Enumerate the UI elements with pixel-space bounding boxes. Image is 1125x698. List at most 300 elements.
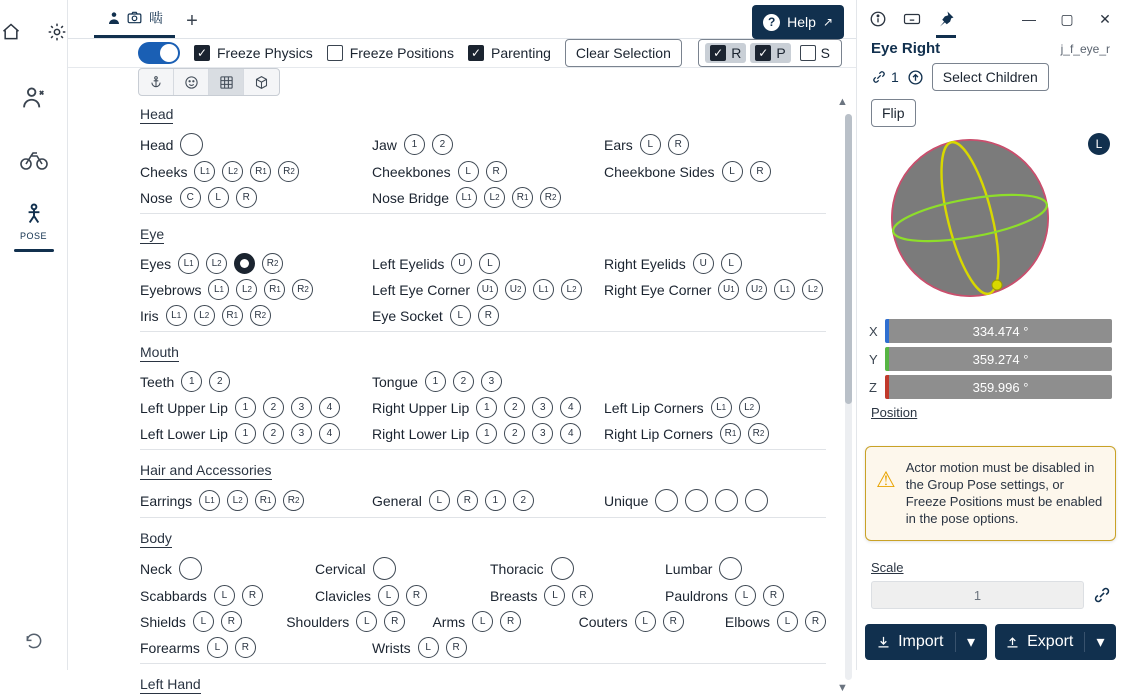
bone-group-right-eye-corner: [604, 279, 823, 300]
rotation-label: R: [731, 45, 742, 61]
bone-pill-arms-r[interactable]: R: [500, 611, 521, 632]
bone-pill-right-upper-lip-2[interactable]: 2: [504, 397, 525, 418]
freeze-positions-box: [327, 45, 343, 61]
bone-pill-left-upper-lip-3[interactable]: 3: [291, 397, 312, 418]
bone-pill-iris-r1[interactable]: R 1: [222, 305, 243, 326]
cube-icon[interactable]: [244, 69, 279, 95]
tab-strip: [68, 0, 856, 39]
scroll-up-arrow[interactable]: ▲: [837, 96, 848, 108]
bone-group-label: Pauldrons: [665, 587, 729, 604]
bone-pill-left-lower-lip-3[interactable]: 3: [291, 423, 312, 444]
axis-value-y[interactable]: 359.274 °: [885, 347, 1112, 371]
export-label: Export: [1027, 633, 1074, 650]
bone-group-label: Shields: [140, 613, 186, 630]
rotation-gizmo[interactable]: [857, 127, 1124, 317]
freeze-positions-checkbox[interactable]: [327, 45, 454, 61]
axis-value-x[interactable]: 334.474 °: [885, 319, 1112, 343]
options-bar: [68, 39, 856, 68]
bone-pill-clavicles-r[interactable]: R: [406, 585, 427, 606]
window-bar: [857, 0, 1124, 38]
bone-pill-nose-c[interactable]: C: [180, 187, 201, 208]
bone-group-cheekbone-sides: [604, 161, 771, 182]
flip-button[interactable]: Flip: [871, 99, 916, 127]
bone-group-unique: [604, 489, 768, 512]
bone-pill-shields-l[interactable]: L: [193, 611, 214, 632]
import-button[interactable]: [865, 624, 987, 660]
bone-pill-ears-r[interactable]: R: [668, 134, 689, 155]
import-main[interactable]: [865, 633, 955, 651]
clear-selection-button[interactable]: Clear Selection: [565, 39, 682, 67]
bone-pill-forearms-r[interactable]: R: [235, 637, 256, 658]
bone-group-shoulders: [286, 611, 432, 632]
side-badge: L: [1088, 133, 1110, 155]
bone-pill-right-lip-corners-r2[interactable]: R 2: [748, 423, 769, 444]
bone-group-left-upper-lip: [140, 397, 372, 418]
bone-pill-couters-r[interactable]: R: [663, 611, 684, 632]
import-label: Import: [898, 633, 944, 650]
section-mouth: [68, 334, 856, 450]
bone-pill-left-upper-lip-4[interactable]: 4: [319, 397, 340, 418]
bone-row: [140, 423, 826, 444]
bone-pill-cheeks-l1[interactable]: L 1: [194, 161, 215, 182]
info-icon[interactable]: [861, 4, 895, 34]
scale-section-label: Scale: [871, 560, 904, 575]
bone-pill-shields-r[interactable]: R: [221, 611, 242, 632]
bone-pill-cheeks-r2[interactable]: R 2: [278, 161, 299, 182]
bone-pill-right-upper-lip-1[interactable]: 1: [476, 397, 497, 418]
bone-group-clavicles: [315, 585, 490, 606]
bone-group-label: Scabbards: [140, 587, 207, 604]
bone-pill-right-lower-lip-1[interactable]: 1: [476, 423, 497, 444]
bone-row: [140, 585, 826, 606]
bone-group-label: Cheekbones: [372, 163, 451, 180]
bone-pill-eyes-r1[interactable]: [234, 253, 255, 274]
bone-pill-wrists-r[interactable]: R: [446, 637, 467, 658]
bone-pill-right-eyelids-l[interactable]: L: [721, 253, 742, 274]
maximize-button[interactable]: ▢: [1060, 10, 1074, 27]
bone-row: [140, 489, 826, 512]
bone-pill-cheekbones-r[interactable]: R: [486, 161, 507, 182]
bone-pill-jaw-1[interactable]: 1: [404, 134, 425, 155]
gizmo-sphere[interactable]: [891, 139, 1049, 297]
bone-group-pauldrons: [665, 585, 784, 606]
bone-pill-breasts-r[interactable]: R: [572, 585, 593, 606]
bone-pill-nose-bridge-l2[interactable]: L 2: [484, 187, 505, 208]
bone-pill-thoracic-1[interactable]: [551, 557, 574, 580]
bone-group-label: Right Lip Corners: [604, 425, 713, 442]
bone-pill-nose-bridge-l1[interactable]: L 1: [456, 187, 477, 208]
bone-pill-eyebrows-l1[interactable]: L 1: [208, 279, 229, 300]
bone-row: [140, 133, 826, 156]
bone-group-label: Thoracic: [490, 560, 544, 577]
bone-pill-right-lip-corners-r1[interactable]: R 1: [720, 423, 741, 444]
bone-pill-iris-l2[interactable]: L 2: [194, 305, 215, 326]
bone-pill-teeth-1[interactable]: 1: [181, 371, 202, 392]
properties-panel: [856, 0, 1124, 670]
bone-row: [140, 253, 826, 274]
view-mode-group: [138, 68, 280, 96]
bone-group-label: Right Eyelids: [604, 255, 686, 272]
selected-bone-id: j_f_eye_r: [1060, 42, 1110, 56]
bone-pill-pauldrons-r[interactable]: R: [763, 585, 784, 606]
bone-group-label: Shoulders: [286, 613, 350, 630]
bone-pill-eyes-r2[interactable]: R 2: [262, 253, 283, 274]
bone-pill-nose-l[interactable]: L: [208, 187, 229, 208]
bone-pill-nose-bridge-r2[interactable]: R 2: [540, 187, 561, 208]
bone-pill-shoulders-l[interactable]: L: [356, 611, 377, 632]
section-title: Mouth: [140, 344, 179, 360]
section-divider: [140, 663, 826, 664]
bone-group-wrists: [372, 637, 467, 658]
parenting-box: [468, 45, 484, 61]
bone-group-elbows: [725, 611, 826, 632]
export-main[interactable]: [995, 633, 1085, 651]
rotation-axes: [857, 317, 1124, 401]
grid-icon[interactable]: [209, 69, 244, 95]
bone-group-label: Cervical: [315, 560, 366, 577]
bone-group-neck: [140, 557, 315, 580]
face-icon[interactable]: [174, 69, 209, 95]
bone-group-label: Elbows: [724, 613, 771, 630]
section-divider: [140, 213, 826, 214]
bone-group-breasts: [490, 585, 665, 606]
bone-pill-right-lower-lip-3[interactable]: 3: [532, 423, 553, 444]
bone-pill-eyebrows-l2[interactable]: L 2: [236, 279, 257, 300]
bone-group-label: Cheekbone Sides: [604, 163, 715, 180]
bone-pill-iris-l1[interactable]: L 1: [166, 305, 187, 326]
bone-pill-neck-1[interactable]: [179, 557, 202, 580]
bone-pill-left-lower-lip-4[interactable]: 4: [319, 423, 340, 444]
bone-pill-left-lower-lip-2[interactable]: 2: [263, 423, 284, 444]
bone-pill-lumbar-1[interactable]: [719, 557, 742, 580]
bone-group-left-lower-lip: [140, 423, 372, 444]
bone-pill-cheeks-l2[interactable]: L 2: [222, 161, 243, 182]
bone-group-cervical: [315, 557, 490, 580]
bone-group-cheeks: [140, 161, 372, 182]
scale-input[interactable]: 1: [871, 581, 1084, 609]
bone-pill-right-eye-corner-u2[interactable]: U 2: [746, 279, 767, 300]
section-title: Eye: [140, 226, 165, 242]
bone-group-left-lip-corners: [604, 397, 760, 418]
bone-pill-cheekbone-sides-l[interactable]: L: [722, 161, 743, 182]
bone-pill-left-eyelids-u[interactable]: U: [451, 253, 472, 274]
select-parent-icon[interactable]: [907, 69, 924, 86]
axis-letter-x: X: [869, 323, 878, 339]
freeze-physics-box: [194, 45, 210, 61]
bone-group-arms: [432, 611, 578, 632]
bone-pill-general-2[interactable]: 2: [513, 490, 534, 511]
section-divider: [140, 331, 826, 332]
bone-pill-unique-4[interactable]: [745, 489, 768, 512]
bone-pill-eyes-l1[interactable]: L 1: [178, 253, 199, 274]
bone-group-label: Clavicles: [315, 587, 372, 604]
scale-row: [871, 581, 1112, 609]
bone-group-lumbar: [665, 557, 742, 580]
import-caret-icon[interactable]: ▾: [955, 632, 987, 652]
bone-group-ears: [604, 134, 689, 155]
freeze-physics-label: Freeze Physics: [217, 45, 313, 61]
home-icon[interactable]: [0, 12, 31, 52]
selection-actions: [857, 57, 1124, 91]
freeze-positions-label: Freeze Positions: [349, 45, 454, 61]
bone-pill-wrists-l[interactable]: L: [418, 637, 439, 658]
axis-row-y: [857, 345, 1124, 373]
bone-group-head: [140, 133, 372, 156]
undo-history-icon[interactable]: [24, 632, 44, 652]
section-left-hand: [68, 666, 856, 698]
bone-pill-right-upper-lip-4[interactable]: 4: [560, 397, 581, 418]
parenting-checkbox[interactable]: [468, 45, 551, 61]
rotation-box: [710, 45, 726, 61]
bone-group-label: Forearms: [140, 639, 200, 656]
bone-pill-earrings-l2[interactable]: L 2: [227, 490, 248, 511]
section-eye: [68, 216, 856, 332]
bone-group-eyes: [140, 253, 372, 274]
bone-pill-left-lower-lip-1[interactable]: 1: [235, 423, 256, 444]
section-body: [68, 520, 856, 664]
bone-pill-breasts-l[interactable]: L: [544, 585, 565, 606]
bone-pill-tongue-2[interactable]: 2: [453, 371, 474, 392]
section-title: Body: [140, 530, 172, 546]
bone-pill-pauldrons-l[interactable]: L: [735, 585, 756, 606]
axis-row-z: [857, 373, 1124, 401]
position-label: P: [776, 45, 786, 61]
bone-pill-ears-l[interactable]: L: [640, 134, 661, 155]
axis-letter-y: Y: [869, 351, 878, 367]
bone-group-label: Earrings: [140, 492, 193, 509]
bone-pill-general-l[interactable]: L: [429, 490, 450, 511]
bone-group-label: Unique: [604, 492, 649, 509]
bone-group-right-eyelids: [604, 253, 742, 274]
warning-tooltip: [865, 446, 1116, 541]
export-button[interactable]: [995, 624, 1117, 660]
position-section-label: Position: [871, 405, 918, 420]
section-divider: [140, 449, 826, 450]
bone-pill-tongue-1[interactable]: 1: [425, 371, 446, 392]
bone-group-right-lip-corners: [604, 423, 769, 444]
bone-group-left-eyelids: [372, 253, 604, 274]
bone-row: [140, 637, 826, 658]
bone-group-tongue: [372, 371, 502, 392]
bone-pill-eyebrows-r1[interactable]: R 1: [264, 279, 285, 300]
bone-group-label: Tongue: [372, 373, 418, 390]
help-button[interactable]: [752, 5, 844, 39]
bone-group-left-eye-corner: [372, 279, 604, 300]
bone-pill-teeth-2[interactable]: 2: [209, 371, 230, 392]
pin-icon[interactable]: [929, 4, 963, 34]
bone-pill-head-1[interactable]: [180, 133, 203, 156]
view-mode-toolbar: [68, 68, 856, 96]
bone-group-label: General: [372, 492, 422, 509]
bone-sections: [68, 96, 856, 698]
bone-pill-couters-l[interactable]: L: [635, 611, 656, 632]
bone-group-nose: [140, 187, 372, 208]
bone-pill-left-lip-corners-l2[interactable]: L 2: [739, 397, 760, 418]
rail-top-buttons: [0, 8, 77, 62]
bone-group-label: Cheeks: [140, 163, 188, 180]
close-button[interactable]: ✕: [1099, 10, 1111, 27]
bone-row: [140, 611, 826, 632]
bone-group-iris: [140, 305, 372, 326]
bone-group-label: Breasts: [490, 587, 538, 604]
bone-group-label: Neck: [140, 560, 172, 577]
bone-pill-elbows-r[interactable]: R: [805, 611, 826, 632]
bone-group-label: Left Lip Corners: [604, 399, 704, 416]
bone-pill-jaw-2[interactable]: 2: [432, 134, 453, 155]
bone-pill-right-eye-corner-l2[interactable]: L 2: [802, 279, 823, 300]
select-children-button[interactable]: Select Children: [932, 63, 1049, 91]
bone-pill-eyebrows-r2[interactable]: R 2: [292, 279, 313, 300]
bone-row: [140, 187, 826, 208]
bone-pill-general-r[interactable]: R: [457, 490, 478, 511]
bone-pill-shoulders-r[interactable]: R: [384, 611, 405, 632]
bone-group-teeth: [140, 371, 372, 392]
bone-pill-right-eye-corner-u1[interactable]: U 1: [718, 279, 739, 300]
bone-pill-right-lower-lip-2[interactable]: 2: [504, 423, 525, 444]
rps-toggle-group: [698, 39, 842, 67]
external-link-icon: ↗: [822, 15, 833, 29]
sidebar-item-pose[interactable]: [6, 196, 62, 248]
master-toggle[interactable]: [138, 42, 180, 64]
bone-pill-left-upper-lip-2[interactable]: 2: [263, 397, 284, 418]
bone-pill-right-eye-corner-l1[interactable]: L 1: [774, 279, 795, 300]
bone-group-eye-socket: [372, 305, 499, 326]
bone-pill-scabbards-r[interactable]: R: [242, 585, 263, 606]
bone-group-label: Arms: [432, 613, 466, 630]
help-label: Help: [787, 14, 816, 30]
section-title: Hair and Accessories: [140, 462, 272, 478]
link-scale-icon[interactable]: [1092, 585, 1112, 605]
bone-group-thoracic: [490, 557, 665, 580]
selection-header: [857, 38, 1124, 57]
bone-pill-right-eyelids-u[interactable]: U: [693, 253, 714, 274]
bone-pill-tongue-3[interactable]: 3: [481, 371, 502, 392]
sidebar-item-character[interactable]: [6, 72, 62, 124]
bone-pill-nose-bridge-r1[interactable]: R 1: [512, 187, 533, 208]
bone-group-label: Right Eye Corner: [604, 281, 712, 298]
bone-pill-unique-1[interactable]: [655, 489, 678, 512]
minimize-button[interactable]: —: [1022, 11, 1036, 27]
bone-pill-cervical-1[interactable]: [373, 557, 396, 580]
keyboard-icon[interactable]: [895, 4, 929, 34]
bone-group-label: Eyes: [140, 255, 172, 272]
bone-pill-scabbards-l[interactable]: L: [214, 585, 235, 606]
bone-pill-right-lower-lip-4[interactable]: 4: [560, 423, 581, 444]
bone-pill-left-eyelids-l[interactable]: L: [479, 253, 500, 274]
add-tab-button[interactable]: +: [186, 9, 198, 32]
bone-row: [140, 371, 826, 392]
link-count[interactable]: [871, 69, 899, 85]
bone-pill-nose-r[interactable]: R: [236, 187, 257, 208]
bone-group-scabbards: [140, 585, 315, 606]
bone-pill-eye-socket-l[interactable]: L: [450, 305, 471, 326]
section-title: Left Hand: [140, 676, 201, 692]
anchor-icon[interactable]: [139, 69, 174, 95]
scale-box: [800, 45, 816, 61]
bone-group-label: Lumbar: [665, 560, 713, 577]
bone-group-label: Left Eyelids: [372, 255, 445, 272]
bone-pill-iris-r2[interactable]: R 2: [250, 305, 271, 326]
selected-bone-title: Eye Right: [871, 40, 941, 57]
section-head: [68, 96, 856, 214]
bone-pill-cheekbones-l[interactable]: L: [458, 161, 479, 182]
link-count-value: 1: [891, 69, 899, 85]
bone-pill-left-lip-corners-l1[interactable]: L 1: [711, 397, 732, 418]
bone-pill-arms-l[interactable]: L: [472, 611, 493, 632]
bone-pill-earrings-r2[interactable]: R 2: [283, 490, 304, 511]
bone-group-general: [372, 490, 604, 511]
bone-group-label: Teeth: [140, 373, 175, 390]
bone-pill-left-eye-corner-u2[interactable]: U 2: [505, 279, 526, 300]
sidebar-item-mount[interactable]: [6, 134, 62, 186]
bone-pill-unique-2[interactable]: [685, 489, 708, 512]
bone-row: [140, 397, 826, 418]
bone-pill-cheekbone-sides-r[interactable]: R: [750, 161, 771, 182]
help-badge-icon: ?: [763, 14, 780, 31]
bone-group-label: Head: [140, 136, 174, 153]
axis-letter-z: Z: [869, 379, 877, 395]
bone-pill-eyes-l2[interactable]: L 2: [206, 253, 227, 274]
flip-row: [857, 91, 1124, 127]
bone-group-label: Jaw: [372, 136, 397, 153]
scale-label: S: [820, 45, 830, 61]
bone-pill-right-upper-lip-3[interactable]: 3: [532, 397, 553, 418]
bone-row: [140, 305, 826, 326]
bone-pill-elbows-l[interactable]: L: [777, 611, 798, 632]
bone-group-label: Left Lower Lip: [140, 425, 228, 442]
bone-group-label: Nose: [140, 189, 173, 206]
rotation-toggle[interactable]: [705, 43, 746, 63]
axis-value-z[interactable]: 359.996 °: [885, 375, 1112, 399]
tab-icons: [106, 10, 143, 26]
bone-group-couters: [579, 611, 725, 632]
warning-icon: ⚠: [876, 467, 896, 492]
left-icon-rail: [0, 0, 68, 670]
scrollbar: [835, 96, 850, 698]
position-toggle[interactable]: [750, 43, 790, 63]
section-hair-and-accessories: [68, 452, 856, 518]
bone-pill-eye-socket-r[interactable]: R: [478, 305, 499, 326]
bone-group-label: Left Upper Lip: [140, 399, 228, 416]
bone-pill-earrings-l1[interactable]: L 1: [199, 490, 220, 511]
tab-pose-set[interactable]: [94, 0, 175, 38]
bone-group-label: Wrists: [372, 639, 411, 656]
bone-group-label: Nose Bridge: [372, 189, 450, 206]
warning-text: Actor motion must be disabled in the Group Pose settings, or Freeze Positions must be enabled in the pose options.: [905, 460, 1103, 527]
main-panel: [68, 0, 856, 694]
bone-pill-unique-3[interactable]: [715, 489, 738, 512]
bone-pill-left-eye-corner-l1[interactable]: L 1: [533, 279, 554, 300]
bone-group-right-upper-lip: [372, 397, 604, 418]
bone-group-label: Eye Socket: [372, 307, 443, 324]
parenting-label: Parenting: [490, 45, 551, 61]
sidebar-item-pose-label: POSE: [19, 231, 47, 241]
bone-pill-forearms-l[interactable]: L: [207, 637, 228, 658]
freeze-physics-checkbox[interactable]: [194, 45, 313, 61]
bone-pill-general-1[interactable]: 1: [485, 490, 506, 511]
bone-row: [140, 161, 826, 182]
bone-pill-clavicles-l[interactable]: L: [378, 585, 399, 606]
export-caret-icon[interactable]: ▾: [1084, 632, 1116, 652]
bone-pill-cheeks-r1[interactable]: R 1: [250, 161, 271, 182]
bone-pill-left-eye-corner-u1[interactable]: U 1: [477, 279, 498, 300]
bone-pill-left-upper-lip-1[interactable]: 1: [235, 397, 256, 418]
scale-toggle[interactable]: [795, 43, 835, 63]
scroll-down-arrow[interactable]: ▼: [837, 682, 848, 694]
bone-group-label: Right Upper Lip: [372, 399, 470, 416]
bone-pill-earrings-r1[interactable]: R 1: [255, 490, 276, 511]
bone-pill-left-eye-corner-l2[interactable]: L 2: [561, 279, 582, 300]
